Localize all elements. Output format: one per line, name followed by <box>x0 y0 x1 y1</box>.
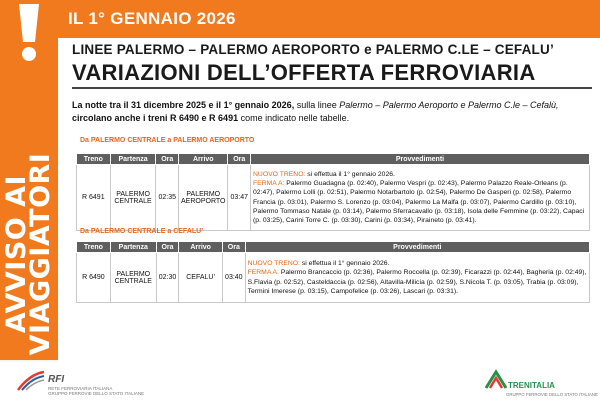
col-ora-dep: Ora <box>156 242 179 253</box>
trenitalia-brand: TRENITALIA <box>508 381 555 390</box>
rfi-brand: RFI <box>48 374 65 385</box>
departure-time: 02:35 <box>156 165 179 231</box>
train-number: R 6491 <box>77 165 111 231</box>
intro-date: La notte tra il 31 dicembre 2025 e il 1° gennaio 2026, <box>72 100 295 110</box>
departure-time: 02:30 <box>156 253 179 303</box>
rfi-sub-line2: GRUPPO FERROVIE DELLO STATO ITALIANE <box>48 391 145 396</box>
col-arrivo: Arrivo <box>179 242 223 253</box>
lines-heading: LINEE PALERMO – PALERMO AEROPORTO e PALERMO C.LE – CEFALU’ <box>72 42 554 57</box>
intro-lines: Palermo – Palermo Aeroporto e Palermo C.le – Cefalù, <box>339 100 559 110</box>
page-title: VARIAZIONI DELL’OFFERTA FERROVIARIA <box>72 60 536 85</box>
departure-station: PALERMO CENTRALE <box>110 253 156 303</box>
table-row <box>77 165 590 231</box>
table-header-row <box>77 242 590 253</box>
col-provvedimenti: Provvedimenti <box>251 154 590 165</box>
stops-text: Palermo Brancaccio (p. 02:36), Palermo Roccella (p. 02:39), Ficarazzi (p. 02:44), Bagheria (p. 02:49), S.Flavia (p. 02:52), Casteldaccia (p. 02:56), Altavilla-Milicia (p. 02:59), S.Nicola T. (p. 03:05), Trabia (p. 03:09), Termini Imerese (p. 03:15), Campofelice (p. 03:26), Lascari (p. 03:31). <box>247 269 587 295</box>
new-train-text: si effettua il 1° gennaio 2026. <box>299 260 390 268</box>
departure-station: PALERMO CENTRALE <box>110 165 156 231</box>
col-ora-dep: Ora <box>156 154 179 165</box>
stops-text: Palermo Guadagna (p. 02:40), Palermo Vespri (p. 02:43), Palermo Palazzo Reale-Orleans (p. 02:47), Palermo Lolli (p. 02:51), Palermo Notarbartolo (p. 02:54), Palermo De Gasperi (p. 02:58), Palermo Francia (p. 03:01), Palermo S. Lorenzo (p. 03:04), Palermo La Malfa (p. 03:07), Palermo Cardillo (p. 03:10), Palermo Tommaso Natale (p. 03:14), Palermo Sferracavallo (p. 03:18), Isola delle Femmine (p. 03:22), Capaci (p. 03:25), Carini Torre C. (p. 03:30), Carini (p. 03:34), Piraineto (p. 03:41). <box>253 180 585 224</box>
route-title-2: Da PALERMO CENTRALE a CEFALU’ <box>80 228 204 235</box>
col-ora-arr: Ora <box>228 154 251 165</box>
arrival-station: PALERMO AEROPORTO <box>179 165 228 231</box>
stops-label: FERMA A: <box>247 269 279 277</box>
arrival-time: 03:40 <box>223 253 246 303</box>
intro-paragraph <box>72 99 592 125</box>
top-banner <box>58 0 600 38</box>
side-vertical-text <box>1 129 56 379</box>
col-provvedimenti: Provvedimenti <box>245 242 589 253</box>
table-header-row <box>77 154 590 165</box>
trenitalia-logo-icon <box>484 368 508 392</box>
side-banner <box>0 0 58 360</box>
timetable-2 <box>76 241 590 303</box>
col-partenza: Partenza <box>110 242 156 253</box>
rfi-sub-line1: RETE FERROVIARIA ITALIANA <box>48 386 113 391</box>
title-divider <box>72 87 592 89</box>
measures-cell <box>251 165 590 231</box>
measures-cell <box>245 253 589 303</box>
timetable-1 <box>76 153 590 231</box>
exclamation-icon <box>12 4 46 64</box>
route-title-1: Da PALERMO CENTRALE a PALERMO AEROPORTO <box>80 137 255 144</box>
rfi-logo-icon <box>16 370 46 392</box>
arrival-time: 03:47 <box>228 165 251 231</box>
col-treno: Treno <box>77 154 111 165</box>
intro-trains: circolano anche i treni R 6490 e R 6491 <box>72 113 239 123</box>
notice-date: IL 1° GENNAIO 2026 <box>68 9 236 28</box>
intro-tail: come indicato nelle tabelle. <box>238 113 350 123</box>
new-train-label: NUOVO TRENO: <box>247 260 300 268</box>
trenitalia-subtitle: GRUPPO FERROVIE DELLO STATO ITALIANE <box>506 392 598 397</box>
stops-label: FERMA A: <box>253 180 285 188</box>
col-arrivo: Arrivo <box>179 154 228 165</box>
side-text-line2: VIAGGIATORI <box>25 152 56 356</box>
side-text-line1: AVVISO AI <box>1 174 32 334</box>
col-ora-arr: Ora <box>223 242 246 253</box>
rfi-subtitle <box>48 386 144 396</box>
new-train-text: si effettua il 1° gennaio 2026. <box>305 170 395 178</box>
new-train-label: NUOVO TRENO: <box>253 170 306 178</box>
table-row <box>77 253 590 303</box>
col-partenza: Partenza <box>110 154 156 165</box>
col-treno: Treno <box>77 242 111 253</box>
intro-connector: sulla linee <box>294 100 340 110</box>
arrival-station: CEFALU’ <box>179 253 223 303</box>
train-number: R 6490 <box>77 253 111 303</box>
